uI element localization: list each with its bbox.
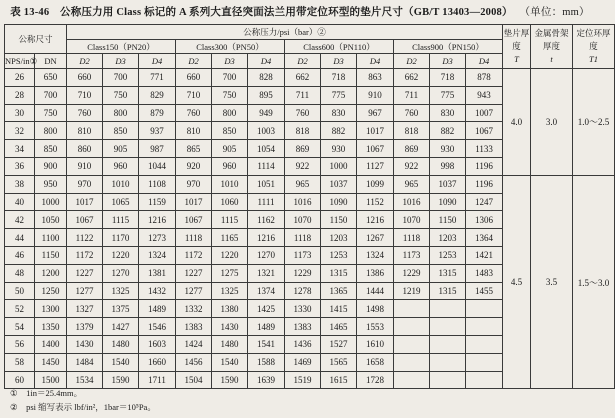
- table-cell: 1590: [212, 371, 248, 389]
- table-cell: 930: [321, 140, 357, 158]
- table-cell: 922: [394, 157, 430, 175]
- table-cell: 920: [176, 157, 212, 175]
- table-cell: [430, 300, 466, 318]
- table-cell: 1070: [285, 211, 321, 229]
- table-cell: 1332: [176, 300, 212, 318]
- table-cell: 895: [248, 86, 285, 104]
- table-cell: 40: [5, 193, 35, 211]
- table-cell: 750: [212, 86, 248, 104]
- table-cell: 1250: [35, 282, 67, 300]
- table-cell: 1017: [176, 193, 212, 211]
- header-nps: NPS/in①: [5, 54, 35, 69]
- table-cell: 1090: [321, 193, 357, 211]
- table-cell: 1118: [176, 229, 212, 247]
- table-cell: 1051: [248, 175, 285, 193]
- table-cell: 1553: [357, 318, 394, 336]
- table-cell: 1315: [321, 264, 357, 282]
- table-cell: 1150: [321, 211, 357, 229]
- table-cell: 1070: [394, 211, 430, 229]
- table-cell: 1003: [248, 122, 285, 140]
- table-cell: 910: [67, 157, 103, 175]
- header-d2: D2: [176, 54, 212, 69]
- table-cell: 1327: [67, 300, 103, 318]
- table-cell: 1227: [67, 264, 103, 282]
- table-cell: 949: [248, 104, 285, 122]
- table-cell: 1425: [248, 300, 285, 318]
- table-cell: 1115: [103, 211, 139, 229]
- table-cell: 38: [5, 175, 35, 193]
- table-cell: 1196: [466, 175, 503, 193]
- header-d2: D2: [285, 54, 321, 69]
- table-cell: 1173: [394, 246, 430, 264]
- table-cell: 1267: [357, 229, 394, 247]
- table-cell: 1278: [285, 282, 321, 300]
- table-cell: 830: [430, 104, 466, 122]
- table-cell: 44: [5, 229, 35, 247]
- table-cell: 818: [285, 122, 321, 140]
- table-cell: 960: [103, 157, 139, 175]
- table-cell: 1054: [248, 140, 285, 158]
- table-cell: 1500: [35, 371, 67, 389]
- table-cell: 760: [176, 104, 212, 122]
- table-cell: 1380: [212, 300, 248, 318]
- table-cell: 1127: [357, 157, 394, 175]
- table-cell: 1010: [212, 175, 248, 193]
- table-cell: 1037: [430, 175, 466, 193]
- header-d3: D3: [212, 54, 248, 69]
- table-cell: 1541: [248, 335, 285, 353]
- table-cell: 1498: [357, 300, 394, 318]
- table-cell: 1455: [466, 282, 503, 300]
- table-cell: [394, 353, 430, 371]
- table-title: [0, 4, 600, 19]
- table-cell: 1118: [394, 229, 430, 247]
- table-cell: 1546: [139, 318, 176, 336]
- table-cell: 1400: [35, 335, 67, 353]
- table-cell: 937: [139, 122, 176, 140]
- table-cell: 1044: [139, 157, 176, 175]
- table-cell: 52: [5, 300, 35, 318]
- table-cell: 1325: [212, 282, 248, 300]
- table-cell: 1100: [35, 229, 67, 247]
- footnote-2: ② psi 缩写表示 lbf/in²，1bar＝10⁵Pa。: [10, 402, 156, 412]
- table-cell: 1162: [248, 211, 285, 229]
- table-cell: 800: [35, 122, 67, 140]
- ring-thickness-symbol: T1: [589, 54, 599, 64]
- table-cell: 1430: [212, 318, 248, 336]
- unit-text: （单位：mm）: [524, 7, 590, 18]
- header-nominal-size: 公称尺寸: [5, 25, 67, 54]
- table-cell: 1270: [103, 264, 139, 282]
- table-cell: 1172: [67, 246, 103, 264]
- table-cell: 1099: [357, 175, 394, 193]
- table-cell: 1150: [430, 211, 466, 229]
- table-cell: 1067: [67, 211, 103, 229]
- table-cell: 1504: [176, 371, 212, 389]
- table-cell: 878: [466, 69, 503, 87]
- table-cell: 930: [430, 140, 466, 158]
- table-cell: 1386: [357, 264, 394, 282]
- table-cell: 810: [67, 122, 103, 140]
- table-cell: 1122: [67, 229, 103, 247]
- table-cell: 1050: [35, 211, 67, 229]
- table-cell: 1016: [285, 193, 321, 211]
- table-cell: 1133: [466, 140, 503, 158]
- group-t1-value: 1.0～2.5: [573, 69, 615, 176]
- table-cell: 879: [139, 104, 176, 122]
- header-class900: Class900（PN150）: [394, 40, 503, 54]
- table-cell: 1660: [139, 353, 176, 371]
- table-cell: 1432: [139, 282, 176, 300]
- table-cell: 1658: [357, 353, 394, 371]
- header-d3: D3: [430, 54, 466, 69]
- table-cell: 1108: [139, 175, 176, 193]
- table-cell: 1067: [357, 140, 394, 158]
- group-t1-value: 1.5～3.0: [573, 175, 615, 389]
- table-cell: 1421: [466, 246, 503, 264]
- table-cell: 1527: [321, 335, 357, 353]
- table-cell: 34: [5, 140, 35, 158]
- table-cell: 922: [285, 157, 321, 175]
- table-cell: [466, 353, 503, 371]
- table-cell: [466, 318, 503, 336]
- table-cell: 1037: [321, 175, 357, 193]
- header-dn: DN: [35, 54, 67, 69]
- table-cell: [430, 318, 466, 336]
- table-cell: 50: [5, 282, 35, 300]
- table-cell: 1430: [67, 335, 103, 353]
- table-cell: 36: [5, 157, 35, 175]
- table-cell: 1067: [466, 122, 503, 140]
- group-t-value: 3.5: [531, 175, 573, 389]
- table-cell: 1216: [357, 211, 394, 229]
- table-body: [5, 69, 615, 389]
- table-cell: 1275: [212, 264, 248, 282]
- metal-thickness-symbol: t: [550, 54, 553, 64]
- table-cell: 1711: [139, 371, 176, 389]
- group-t-value: 4.0: [503, 69, 531, 176]
- table-cell: 1270: [248, 246, 285, 264]
- header-pressure: 公称压力/psi（bar）②: [67, 25, 503, 40]
- header-d3: D3: [321, 54, 357, 69]
- table-cell: 1315: [430, 264, 466, 282]
- table-cell: 1483: [466, 264, 503, 282]
- table-cell: 1436: [285, 335, 321, 353]
- table-cell: 711: [285, 86, 321, 104]
- table-cell: 1489: [139, 300, 176, 318]
- table-cell: 1216: [248, 229, 285, 247]
- header-d4: D4: [357, 54, 394, 69]
- group-t-value: 4.5: [503, 175, 531, 389]
- table-cell: 910: [357, 86, 394, 104]
- table-cell: 1229: [285, 264, 321, 282]
- table-cell: 1456: [176, 353, 212, 371]
- table-cell: 850: [212, 122, 248, 140]
- table-cell: 1220: [212, 246, 248, 264]
- table-cell: 1273: [139, 229, 176, 247]
- table-cell: 60: [5, 371, 35, 389]
- table-cell: [394, 335, 430, 353]
- table-cell: 42: [5, 211, 35, 229]
- table-cell: 1172: [176, 246, 212, 264]
- table-cell: 662: [394, 69, 430, 87]
- table-cell: 1427: [103, 318, 139, 336]
- table-cell: 56: [5, 335, 35, 353]
- table-cell: 700: [35, 86, 67, 104]
- header-class600: Class600（PN110）: [285, 40, 394, 54]
- table-cell: 1450: [35, 353, 67, 371]
- table-cell: [394, 300, 430, 318]
- table-cell: 987: [139, 140, 176, 158]
- table-cell: 1227: [176, 264, 212, 282]
- table-cell: [466, 335, 503, 353]
- table-cell: 860: [67, 140, 103, 158]
- table-cell: 1017: [67, 193, 103, 211]
- table-cell: 718: [321, 69, 357, 87]
- table-cell: 1381: [139, 264, 176, 282]
- table-cell: 1350: [35, 318, 67, 336]
- header-gasket-thickness: [503, 25, 531, 69]
- table-cell: 1000: [35, 193, 67, 211]
- table-cell: 1480: [103, 335, 139, 353]
- header-class300: Class300（PN50）: [176, 40, 285, 54]
- table-cell: [430, 335, 466, 353]
- table-cell: 1364: [466, 229, 503, 247]
- table-cell: 1465: [321, 318, 357, 336]
- header-d3: D3: [103, 54, 139, 69]
- table-cell: 810: [176, 122, 212, 140]
- table-cell: 869: [285, 140, 321, 158]
- table-cell: 1253: [430, 246, 466, 264]
- header-class150: Class150（PN20）: [67, 40, 176, 54]
- table-cell: 1383: [285, 318, 321, 336]
- table-cell: 1165: [212, 229, 248, 247]
- table-cell: [394, 371, 430, 389]
- gasket-dimension-table: [4, 24, 615, 389]
- table-cell: 1253: [321, 246, 357, 264]
- table-cell: 700: [103, 69, 139, 87]
- table-cell: 1000: [321, 157, 357, 175]
- table-cell: 850: [103, 122, 139, 140]
- table-cell: 1247: [466, 193, 503, 211]
- table-cell: 775: [430, 86, 466, 104]
- header-d2: D2: [67, 54, 103, 69]
- table-cell: 950: [35, 175, 67, 193]
- table-cell: 1588: [248, 353, 285, 371]
- table-cell: 1306: [466, 211, 503, 229]
- table-row: [5, 69, 615, 87]
- table-cell: 771: [139, 69, 176, 87]
- table-cell: 54: [5, 318, 35, 336]
- table-cell: 1150: [35, 246, 67, 264]
- table-cell: 970: [176, 175, 212, 193]
- table-cell: 1321: [248, 264, 285, 282]
- table-cell: 1216: [139, 211, 176, 229]
- title-text: 表 13-46 公称压力用 Class 标记的 A 系列大直径突面法兰用带定位环型的垫片尺寸（GB/T 13403—2008）: [10, 7, 513, 18]
- table-cell: 970: [67, 175, 103, 193]
- table-cell: 662: [285, 69, 321, 87]
- table-cell: 48: [5, 264, 35, 282]
- table-cell: 1016: [394, 193, 430, 211]
- table-cell: 1603: [139, 335, 176, 353]
- table-cell: 1728: [357, 371, 394, 389]
- table-cell: 850: [35, 140, 67, 158]
- table-cell: 1170: [103, 229, 139, 247]
- table-cell: 900: [35, 157, 67, 175]
- header-d4: D4: [248, 54, 285, 69]
- table-cell: 1374: [248, 282, 285, 300]
- table-cell: 1590: [103, 371, 139, 389]
- table-cell: 800: [103, 104, 139, 122]
- table-cell: 998: [430, 157, 466, 175]
- table-cell: 1017: [357, 122, 394, 140]
- table-cell: 1090: [430, 193, 466, 211]
- table-cell: 863: [357, 69, 394, 87]
- table-cell: 1065: [103, 193, 139, 211]
- table-cell: 1111: [248, 193, 285, 211]
- table-cell: 828: [248, 69, 285, 87]
- table-cell: 1534: [67, 371, 103, 389]
- table-cell: 775: [321, 86, 357, 104]
- ring-thickness-label: 定位环厚度: [576, 28, 611, 51]
- table-cell: 1330: [285, 300, 321, 318]
- footnotes: [10, 386, 156, 414]
- header-d2: D2: [394, 54, 430, 69]
- table-cell: 905: [212, 140, 248, 158]
- metal-thickness-label: 金属骨架厚度: [534, 28, 569, 51]
- table-cell: 1489: [248, 318, 285, 336]
- table-cell: 650: [35, 69, 67, 87]
- table-cell: 1219: [394, 282, 430, 300]
- table-cell: 869: [394, 140, 430, 158]
- header-metal-thickness: [531, 25, 573, 69]
- footnote-1: ① 1in＝25.4mm。: [10, 388, 83, 398]
- table-cell: 1519: [285, 371, 321, 389]
- table-cell: 1007: [466, 104, 503, 122]
- table-cell: 1152: [357, 193, 394, 211]
- table-cell: 1484: [67, 353, 103, 371]
- table-cell: 1115: [212, 211, 248, 229]
- table-cell: 1540: [103, 353, 139, 371]
- table-cell: [430, 371, 466, 389]
- table-cell: 718: [430, 69, 466, 87]
- table-cell: 1324: [139, 246, 176, 264]
- table-cell: 1220: [103, 246, 139, 264]
- table-cell: 1010: [103, 175, 139, 193]
- table-cell: 1203: [430, 229, 466, 247]
- table-cell: 1060: [212, 193, 248, 211]
- table-cell: 1277: [176, 282, 212, 300]
- table-cell: 1424: [176, 335, 212, 353]
- table-cell: 1469: [285, 353, 321, 371]
- table-cell: 1444: [357, 282, 394, 300]
- table-cell: 46: [5, 246, 35, 264]
- table-cell: 943: [466, 86, 503, 104]
- table-cell: 28: [5, 86, 35, 104]
- table-cell: 1379: [67, 318, 103, 336]
- table-cell: 760: [285, 104, 321, 122]
- table-cell: [394, 318, 430, 336]
- table-cell: 967: [357, 104, 394, 122]
- table-cell: 1610: [357, 335, 394, 353]
- table-cell: 818: [394, 122, 430, 140]
- table-cell: 750: [103, 86, 139, 104]
- gasket-thickness-label: 垫片厚度: [503, 28, 530, 51]
- table-cell: 1277: [67, 282, 103, 300]
- gasket-thickness-symbol: T: [514, 54, 519, 64]
- table-cell: 1565: [321, 353, 357, 371]
- table-cell: 1383: [176, 318, 212, 336]
- table-cell: 865: [176, 140, 212, 158]
- table-cell: 710: [67, 86, 103, 104]
- table-cell: 1118: [285, 229, 321, 247]
- table-cell: 965: [285, 175, 321, 193]
- table-cell: 1480: [212, 335, 248, 353]
- table-cell: 960: [212, 157, 248, 175]
- table-cell: 1324: [357, 246, 394, 264]
- table-cell: 1415: [321, 300, 357, 318]
- table-cell: 711: [394, 86, 430, 104]
- table-cell: 26: [5, 69, 35, 87]
- table-cell: 1114: [248, 157, 285, 175]
- table-cell: 882: [321, 122, 357, 140]
- table-cell: 800: [212, 104, 248, 122]
- table-cell: 32: [5, 122, 35, 140]
- table-cell: 1196: [466, 157, 503, 175]
- table-cell: [430, 353, 466, 371]
- table-cell: 965: [394, 175, 430, 193]
- header-d4: D4: [139, 54, 176, 69]
- table-cell: 660: [67, 69, 103, 87]
- table-cell: 1173: [285, 246, 321, 264]
- table-cell: 750: [35, 104, 67, 122]
- table-cell: [466, 300, 503, 318]
- table-cell: 829: [139, 86, 176, 104]
- header-d4: D4: [466, 54, 503, 69]
- table-cell: 1200: [35, 264, 67, 282]
- table-cell: 760: [67, 104, 103, 122]
- table-cell: 1067: [176, 211, 212, 229]
- table-cell: 710: [176, 86, 212, 104]
- table-cell: [466, 371, 503, 389]
- table-cell: 700: [212, 69, 248, 87]
- table-row: [5, 175, 615, 193]
- table-cell: 1300: [35, 300, 67, 318]
- table-cell: 1365: [321, 282, 357, 300]
- table-cell: 1639: [248, 371, 285, 389]
- table-cell: 1203: [321, 229, 357, 247]
- table-cell: 905: [103, 140, 139, 158]
- table-cell: 58: [5, 353, 35, 371]
- header-ring-thickness: [573, 25, 615, 69]
- table-cell: 1375: [103, 300, 139, 318]
- table-cell: 1315: [430, 282, 466, 300]
- table-cell: 660: [176, 69, 212, 87]
- table-cell: 1229: [394, 264, 430, 282]
- table-cell: 830: [321, 104, 357, 122]
- table-cell: 30: [5, 104, 35, 122]
- table-cell: 882: [430, 122, 466, 140]
- table-cell: 760: [394, 104, 430, 122]
- table-cell: 1325: [103, 282, 139, 300]
- table-cell: 1540: [212, 353, 248, 371]
- table-cell: 1159: [139, 193, 176, 211]
- group-t-value: 3.0: [531, 69, 573, 176]
- table-cell: 1615: [321, 371, 357, 389]
